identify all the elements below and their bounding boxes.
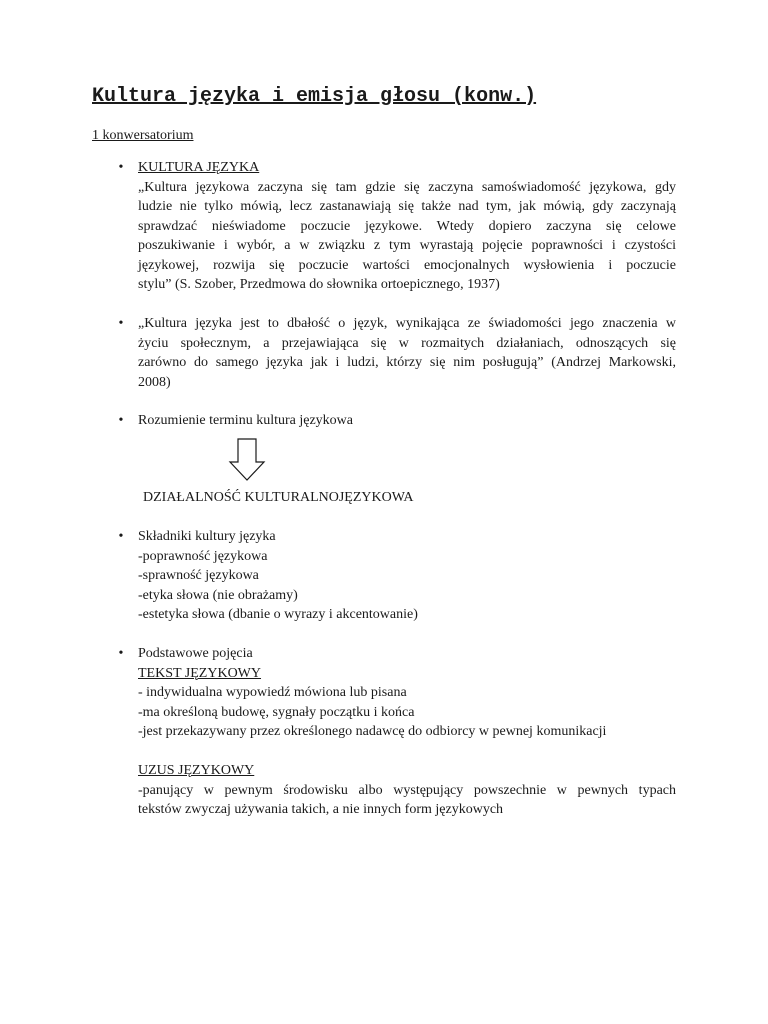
item-text: Rozumienie terminu kultura językowa [138,413,353,428]
centered-heading: DZIAŁALNOŚĆ KULTURALNOJĘZYKOWA [143,490,414,505]
bullet-icon: • [118,316,124,331]
down-arrow-icon [228,438,266,482]
sub-line: -estetyka słowa (dbanie o wyrazy i akcentowanie) [138,607,418,622]
quote-line: 2008) [138,374,171,390]
sub-line: -ma określoną budowę, sygnały początku i końca [138,704,415,720]
sub-line: tekstów zwyczaj używania takich, a nie innych form językowych [138,802,504,817]
quote-line: sprawdzać nieświadome poczucie językowe. Wtedy dopiero zaczyna się celowe [138,218,676,234]
quote-line: „Kultura językowa zaczyna się tam gdzie się zaczyna samoświadomość językowa, gdy [138,179,676,195]
subsection-heading: TEKST JĘZYKOWY [138,665,262,681]
bullet-icon: • [118,646,124,661]
quote-line: ludzie nie tylko mówią, lecz zastanawiają się także nad tym, jak mówią, gdy zaczynają [138,199,676,214]
item-heading: Składniki kultury języka [138,529,276,544]
list-item-kultura-jezyka [118,158,676,295]
section-heading: KULTURA JĘZYKA [138,160,260,175]
sub-line: -jest przekazywany przez określonego nadawcę do odbiorcy w pewnej komunikacji [138,724,607,739]
sub-line: - indywidualna wypowiedź mówiona lub pisana [138,685,407,700]
sub-line: -poprawność językowa [138,548,268,564]
bullet-icon: • [118,160,124,175]
subsection-heading: UZUS JĘZYKOWY [138,763,255,778]
sub-line: -panujący w pewnym środowisku albo występujący powszechnie w pewnych typach [138,782,676,798]
quote-line: poszukiwanie i wybór, a w związku z tym wyrastają pojęcie poprawności i czystości [138,238,676,253]
quote-line: językowej, rozwija się poczucie wartości emocjonalnych wysłowienia i poczucie [138,257,676,273]
list-item-markowski-quote [118,314,676,392]
quote-line: stylu” (S. Szober, Przedmowa do słownika ortoepicznego, 1937) [138,277,500,292]
bullet-icon: • [118,529,124,544]
quote-line: „Kultura języka jest to dbałość o język, wynikająca ze świadomości jego znaczenia w [138,316,676,331]
document-subtitle: 1 konwersatorium [92,128,194,143]
bullet-icon: • [118,413,124,428]
list-item-podstawowe-pojecia [118,644,676,820]
sub-line: -etyka słowa (nie obrażamy) [138,587,298,603]
quote-line: zarówno do samego języka jak i ludzi, którzy się nim posługują” (Andrzej Markowski, [138,355,676,370]
list-item-skladniki [118,527,676,625]
spacer [138,742,676,762]
quote-line: życiu społecznym, a przejawiająca się w rozmaitych działaniach, odnoszących się [138,335,676,351]
list-item-rozumienie [118,411,676,431]
sub-line: -sprawność językowa [138,568,259,583]
document-title: Kultura języka i emisja głosu (konw.) [92,85,537,108]
item-heading: Podstawowe pojęcia [138,646,253,661]
